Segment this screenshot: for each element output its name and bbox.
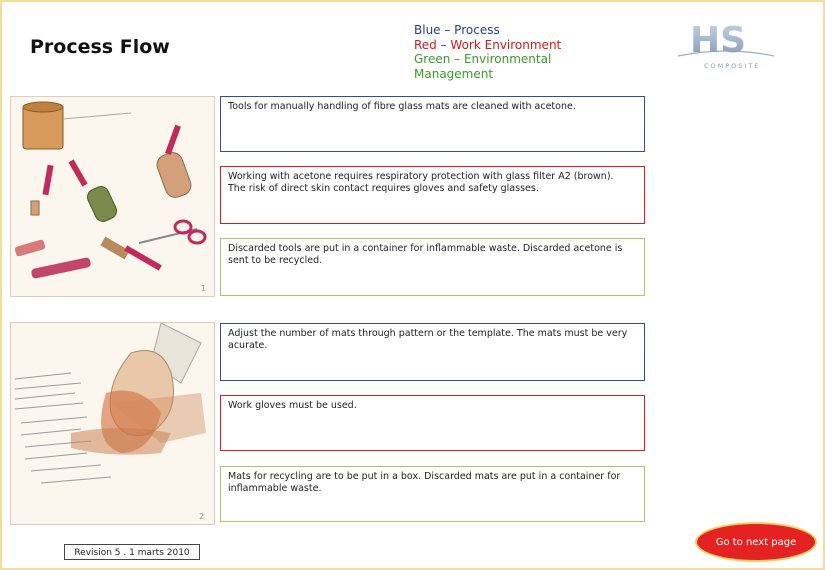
legend-work-environment: Red – Work Environment — [414, 37, 562, 52]
next-page-button[interactable]: Go to next page — [695, 522, 817, 562]
legend-environmental-1: Green – Environmental — [414, 52, 552, 66]
tools-illustration — [10, 96, 215, 297]
work-environment-box-2 — [220, 395, 645, 451]
process-text-2: Adjust the number of mats through pattern or the template. The mats must be very acurate. — [228, 328, 628, 351]
page-title: Process Flow — [30, 36, 170, 58]
environmental-text-2: Mats for recycling are to be put in a box. Discarded mats are put in a container for inflammable waste. — [228, 471, 621, 494]
environmental-box-1 — [220, 238, 645, 296]
color-legend — [414, 23, 584, 81]
work-environment-text-1b: The risk of direct skin contact requires gloves and safety glasses. — [228, 183, 539, 194]
process-text-1: Tools for manually handling of fibre glass mats are cleaned with acetone. — [228, 101, 576, 112]
logo-letters: HS — [690, 20, 747, 61]
work-environment-text-2: Work gloves must be used. — [228, 400, 357, 411]
process-box-1 — [220, 96, 645, 152]
environmental-box-2 — [220, 466, 645, 522]
process-box-2 — [220, 323, 645, 381]
mat-cutting-illustration — [10, 322, 215, 525]
revision-label: Revision 5 . 1 marts 2010 — [64, 544, 200, 560]
legend-environmental-2: Management — [414, 66, 494, 81]
logo-subtitle: COMPOSITE — [704, 62, 761, 70]
page-number-2: 2 — [199, 512, 205, 521]
company-logo — [676, 12, 776, 74]
page-number-1: 1 — [201, 284, 207, 293]
work-environment-text-1a: Working with acetone requires respiratory protection with glass filter A2 (brown). — [228, 171, 614, 182]
work-environment-box-1 — [220, 166, 645, 224]
environmental-text-1: Discarded tools are put in a container for inflammable waste. Discarded acetone is sent to be recycled. — [228, 243, 623, 266]
legend-process: Blue – Process — [414, 23, 500, 37]
